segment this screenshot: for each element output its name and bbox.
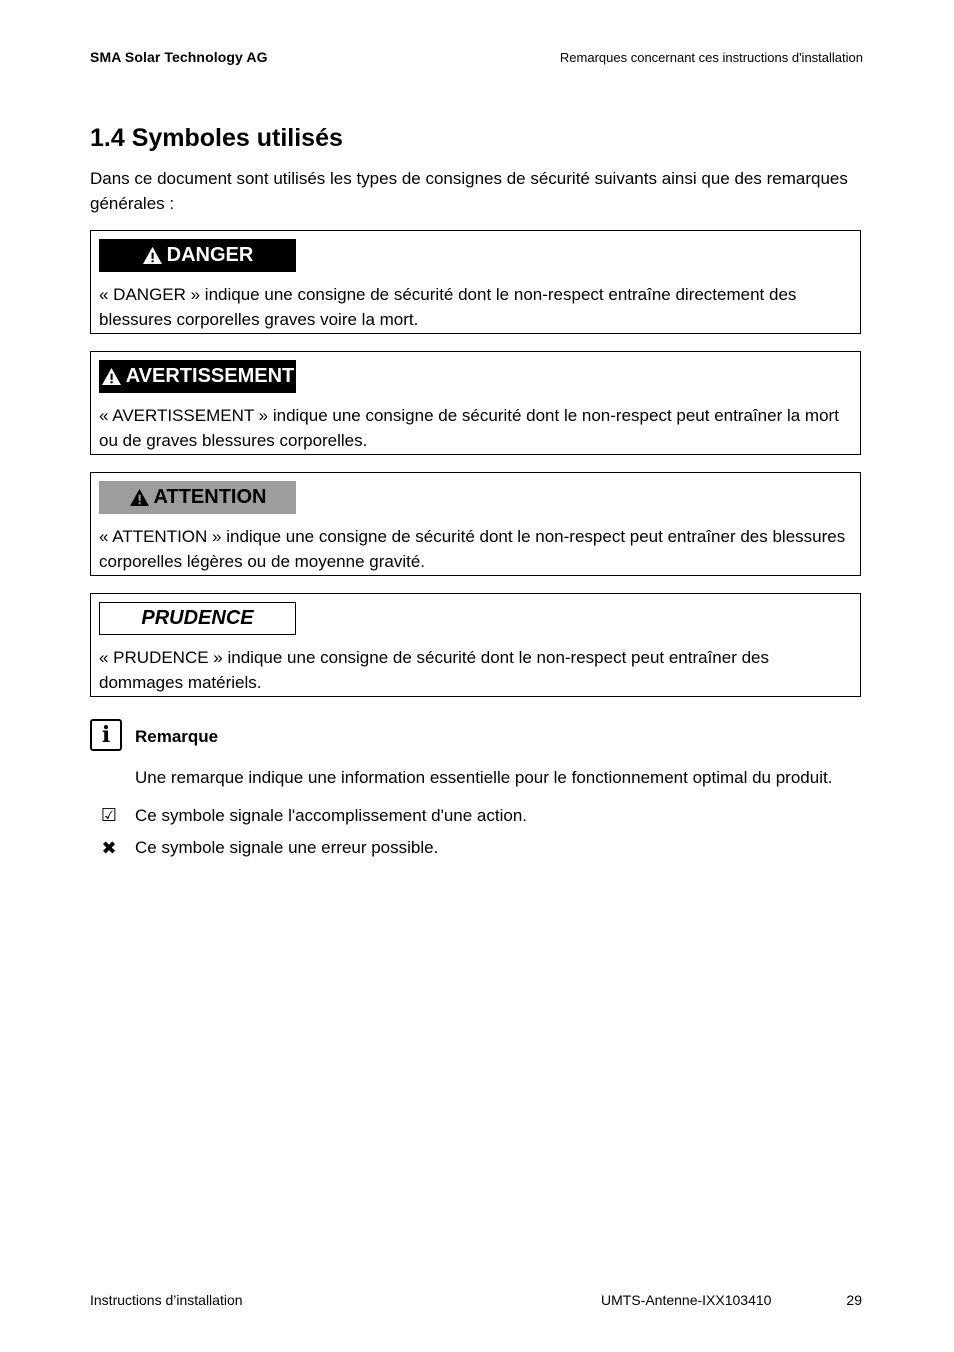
notice-attention-label-text: ATTENTION bbox=[153, 486, 267, 508]
footer-page-number: 29 bbox=[846, 1292, 862, 1308]
checkbox-checked-icon: ☑ bbox=[100, 805, 118, 825]
remark-title: Remarque bbox=[135, 727, 219, 746]
notice-attention bbox=[90, 472, 861, 576]
cross-icon: ✖ bbox=[101, 838, 117, 858]
notice-danger-label-text: DANGER bbox=[166, 244, 254, 266]
warning-triangle-icon bbox=[142, 246, 163, 265]
info-icon: i bbox=[90, 719, 122, 751]
notice-avertissement-label bbox=[99, 360, 296, 393]
notice-prudence-label bbox=[99, 602, 296, 635]
notice-danger-label bbox=[99, 239, 296, 272]
footer-doc-type: Instructions d’installation bbox=[90, 1292, 243, 1308]
notice-prudence-label-text: PRUDENCE bbox=[141, 607, 254, 629]
remark-text: Une remarque indique une information essentielle pour le fonctionnement optimal du produit. bbox=[135, 768, 833, 787]
notice-avertissement-text: « AVERTISSEMENT » indique une consigne de sécurité dont le non-respect peut entraîner la mort ou de graves blessures corporelles. bbox=[99, 406, 839, 450]
header-section: Remarques concernant ces instructions d'installation bbox=[559, 50, 863, 65]
notice-attention-label bbox=[99, 481, 296, 514]
warning-triangle-icon bbox=[129, 488, 150, 507]
notice-prudence bbox=[90, 593, 861, 697]
footer-doc-id: UMTS-Antenne-IXX103410 bbox=[601, 1292, 772, 1308]
symbol-cross-text: Ce symbole signale une erreur possible. bbox=[135, 838, 439, 857]
notice-attention-text: « ATTENTION » indique une consigne de sécurité dont le non-respect peut entraîner des blessures corporelles légères ou de moyenne gravité. bbox=[99, 527, 846, 571]
section-title: 1.4 Symboles utilisés bbox=[90, 124, 343, 152]
notice-avertissement-label-text: AVERTISSEMENT bbox=[125, 365, 295, 387]
warning-triangle-icon bbox=[101, 367, 122, 386]
symbol-checkbox-text: Ce symbole signale l'accomplissement d'une action. bbox=[135, 806, 528, 825]
intro-text: Dans ce document sont utilisés les types de consignes de sécurité suivants ainsi que des remarques générales : bbox=[90, 169, 848, 213]
notice-danger bbox=[90, 230, 861, 334]
header-company: SMA Solar Technology AG bbox=[90, 49, 268, 65]
notice-avertissement bbox=[90, 351, 861, 455]
notice-danger-text: « DANGER » indique une consigne de sécurité dont le non-respect entraîne directement des blessures corporelles graves voire la mort. bbox=[99, 285, 797, 329]
notice-prudence-text: « PRUDENCE » indique une consigne de sécurité dont le non-respect peut entraîner des dommages matériels. bbox=[99, 648, 770, 692]
